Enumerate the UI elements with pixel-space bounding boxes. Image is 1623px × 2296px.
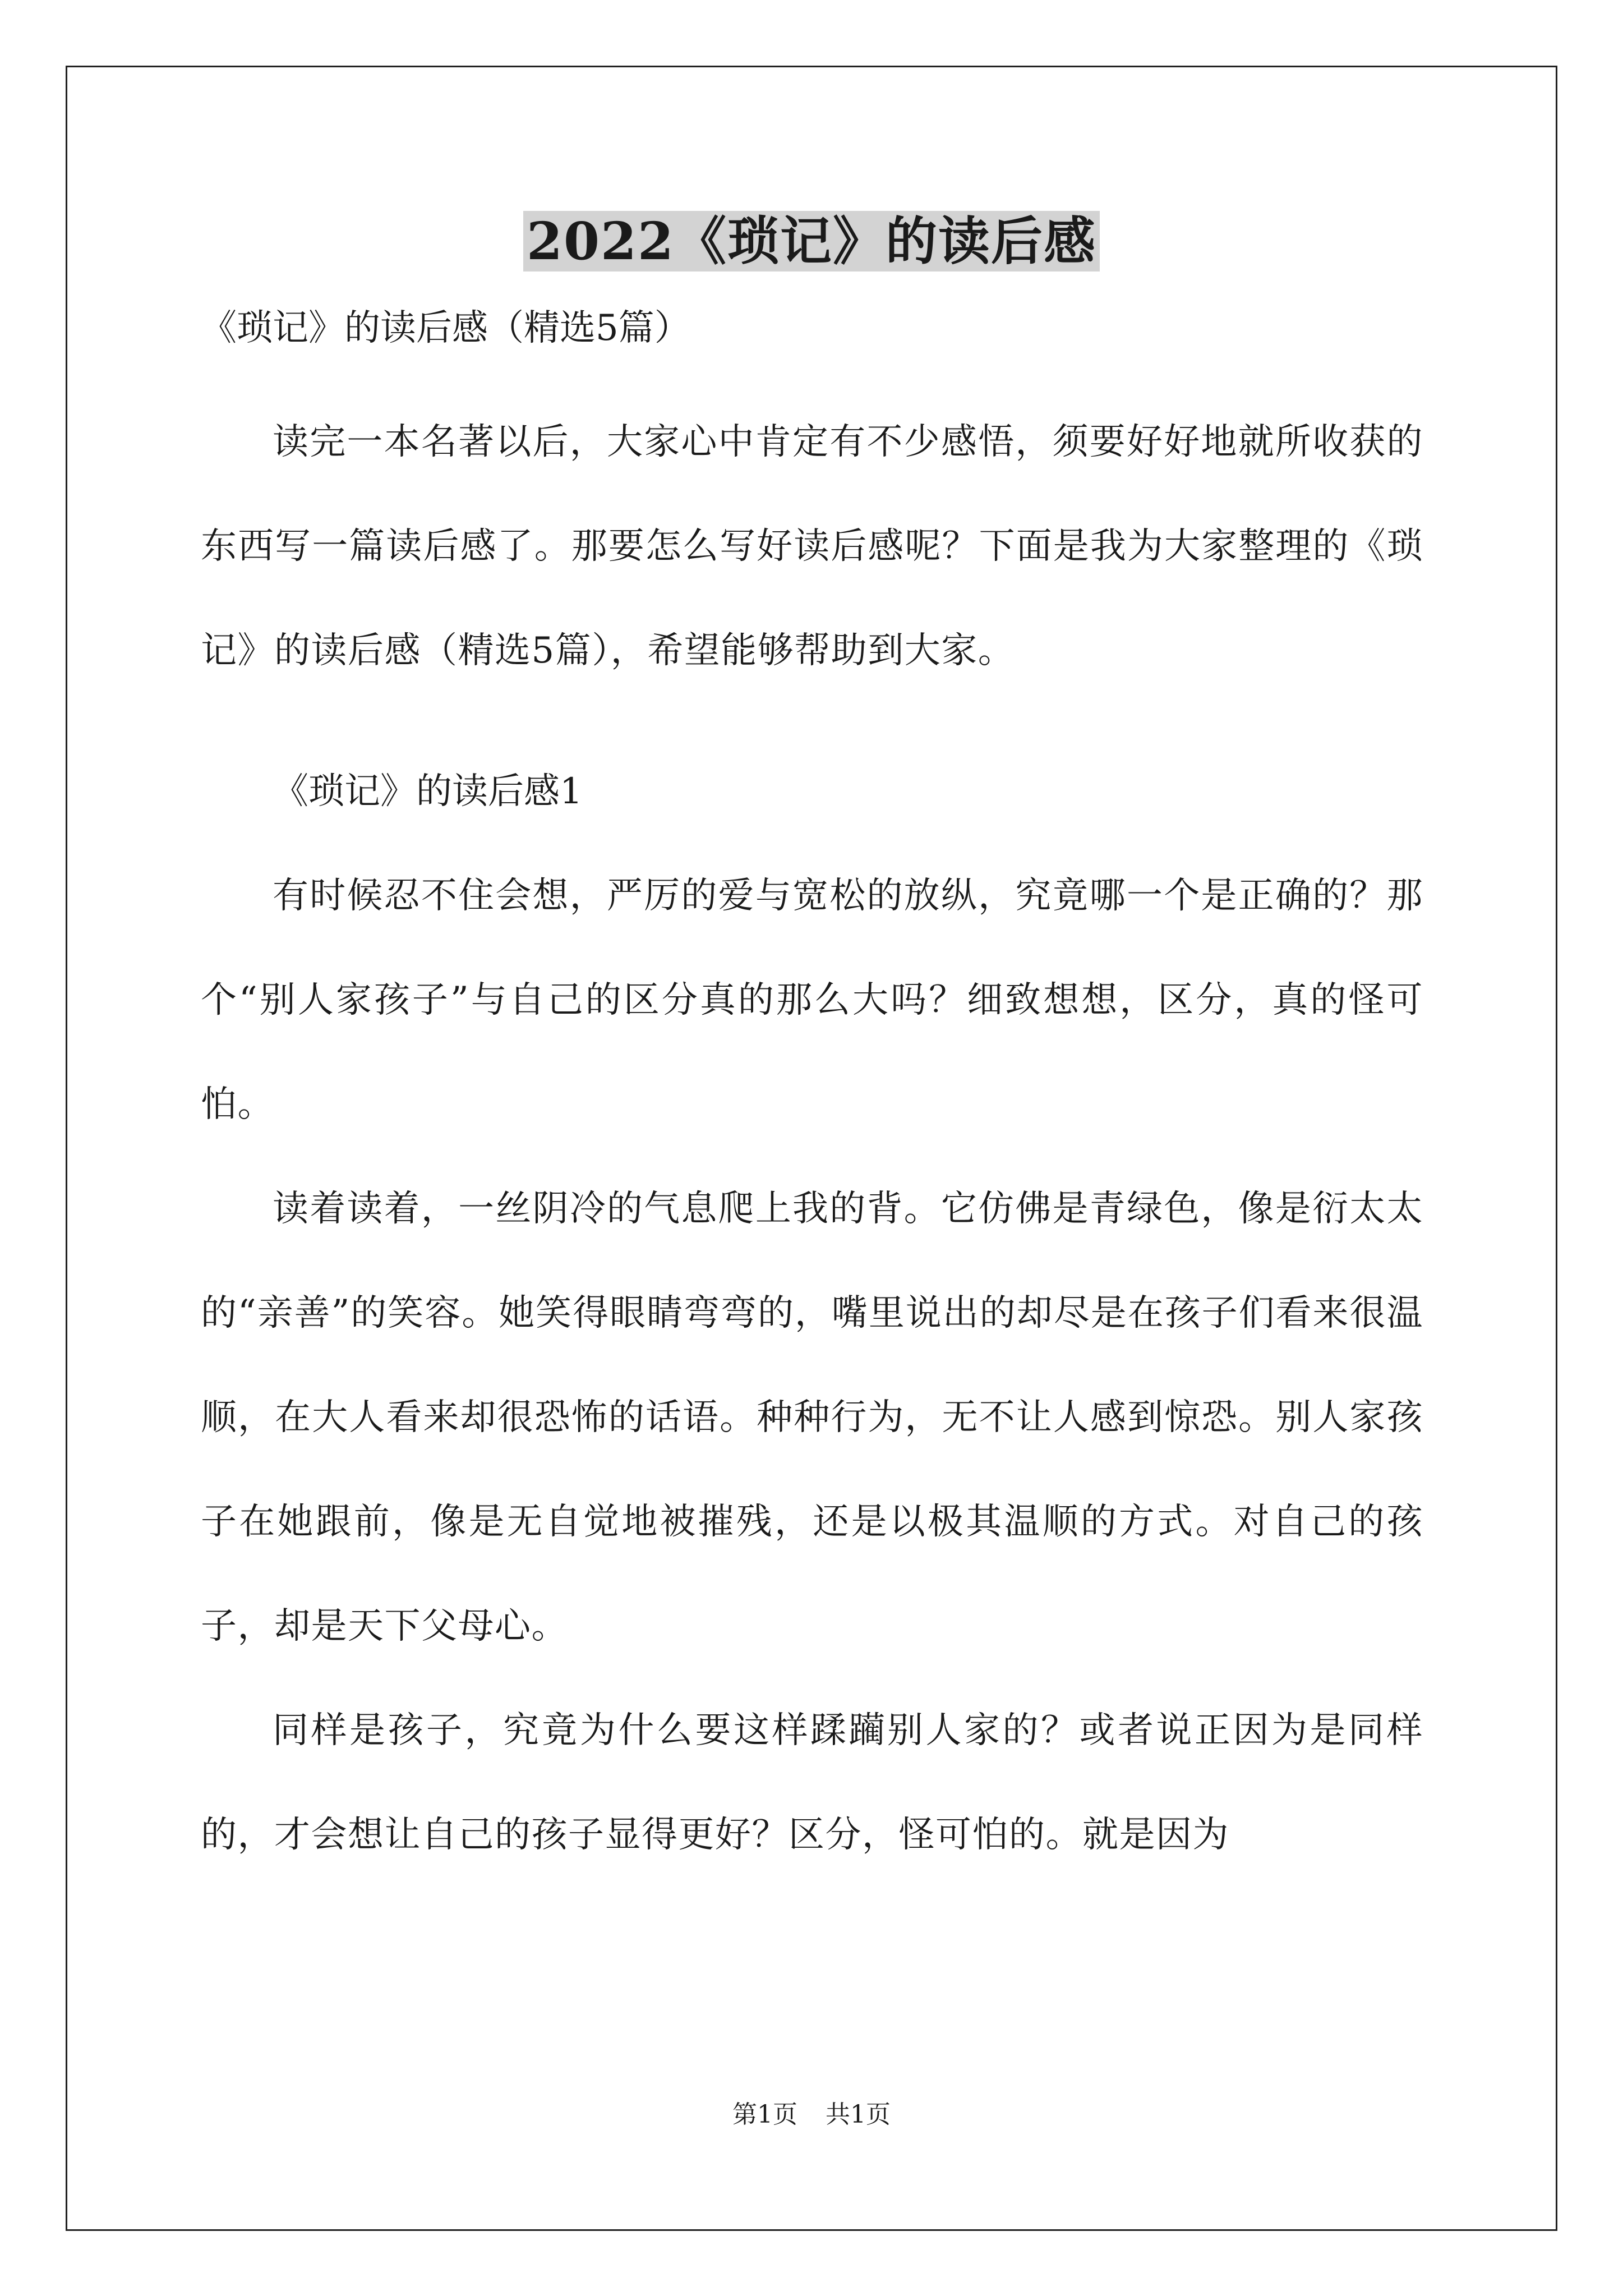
body-paragraph-2: 读着读着，一丝阴冷的气息爬上我的背。它仿佛是青绿色，像是衍太太的“亲善”的笑容。她笑得眼睛弯弯的，嘴里说出的却尽是在孩子们看来很温顺，在大人看来却很恐怖的话语。种种行为，无不让人感到惊恐。别人家孩子在她跟前，像是无自觉地被摧残，还是以极其温顺的方式。对自己的孩子，却是天下父母心。 [201,1188,1423,1647]
document-subtitle: 《琐记》的读后感（精选5篇） [201,307,690,349]
page-footer [0,2098,1623,2132]
page-number: 第1页 [732,2100,797,2129]
document-body [201,300,1423,1887]
body-paragraph-1: 有时候忍不住会想，严厉的爱与宽松的放纵，究竟哪一个是正确的？那个“别人家孩子”与自己的区分真的那么大吗？细致想想，区分，真的怪可怕。 [201,875,1423,1125]
body-paragraph-3: 同样是孩子，究竟为什么要这样蹂躏别人家的？或者说正因为是同样的，才会想让自己的孩子显得更好？区分，怪可怕的。就是因为 [201,1710,1423,1856]
intro-paragraph: 读完一本名著以后，大家心中肯定有不少感悟，须要好好地就所收获的东西写一篇读后感了。那要怎么写好读后感呢？下面是我为大家整理的《琐记》的读后感（精选5篇），希望能够帮助到大家。 [201,421,1423,671]
document-title-text: 2022《琐记》的读后感 [523,211,1100,272]
page-total: 共1页 [826,2100,891,2129]
document-title [0,202,1623,280]
section-heading: 《琐记》的读后感1 [273,771,583,812]
